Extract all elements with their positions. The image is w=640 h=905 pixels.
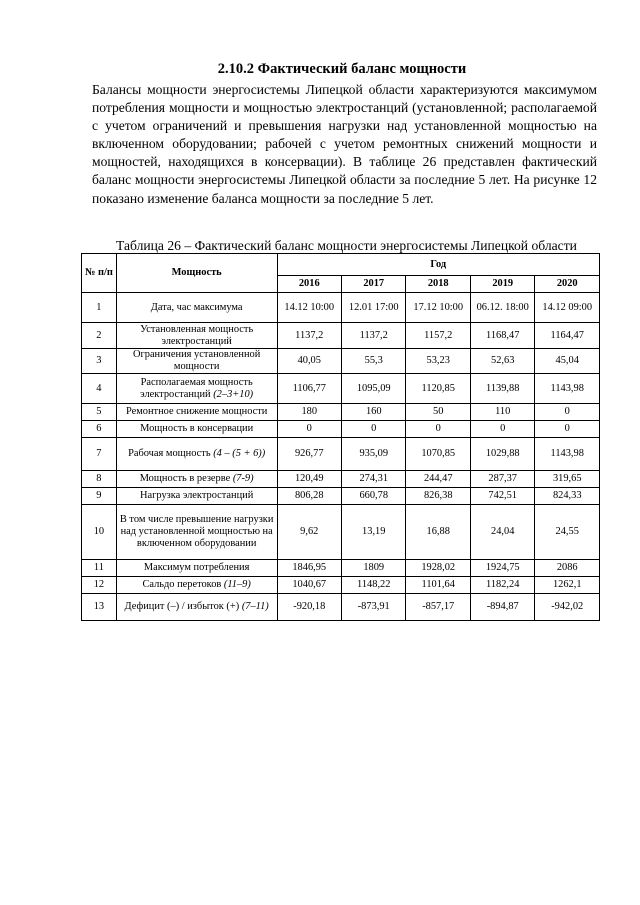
- value-cell: 180: [277, 404, 341, 421]
- value-cell: 742,51: [470, 488, 534, 505]
- row-label-cell: [116, 505, 277, 560]
- row-label-cell: [116, 293, 277, 323]
- row-label: Ремонтное снижение мощности: [125, 406, 268, 417]
- row-number: 9: [82, 488, 117, 505]
- value-cell: 244,47: [406, 471, 470, 488]
- header-year: Год: [277, 254, 599, 276]
- value-cell: 1143,98: [535, 374, 600, 404]
- value-cell: 50: [406, 404, 470, 421]
- value-cell: -873,91: [342, 594, 406, 621]
- row-number: 4: [82, 374, 117, 404]
- value-cell: 12.01 17:00: [342, 293, 406, 323]
- table-row: [82, 594, 600, 621]
- row-number: 13: [82, 594, 117, 621]
- value-cell: 160: [342, 404, 406, 421]
- value-cell: 1137,2: [277, 323, 341, 349]
- value-cell: 0: [535, 421, 600, 438]
- table-row: [82, 471, 600, 488]
- value-cell: -894,87: [470, 594, 534, 621]
- table-row: [82, 505, 600, 560]
- value-cell: 1148,22: [342, 577, 406, 594]
- value-cell: 0: [470, 421, 534, 438]
- table-row: [82, 404, 600, 421]
- row-number: 5: [82, 404, 117, 421]
- value-cell: 1924,75: [470, 560, 534, 577]
- value-cell: 53,23: [406, 349, 470, 374]
- row-number: 1: [82, 293, 117, 323]
- header-year-2020: 2020: [535, 276, 600, 293]
- row-number: 2: [82, 323, 117, 349]
- row-number: 11: [82, 560, 117, 577]
- value-cell: 1101,64: [406, 577, 470, 594]
- table-row: [82, 421, 600, 438]
- value-cell: 660,78: [342, 488, 406, 505]
- row-number: 10: [82, 505, 117, 560]
- value-cell: 1095,09: [342, 374, 406, 404]
- row-label-cell: [116, 471, 277, 488]
- value-cell: -857,17: [406, 594, 470, 621]
- value-cell: 24,04: [470, 505, 534, 560]
- row-label-cell: [116, 349, 277, 374]
- header-power: Мощность: [116, 254, 277, 293]
- value-cell: 110: [470, 404, 534, 421]
- row-label-cell: [116, 594, 277, 621]
- row-formula: (2–3+10): [213, 388, 254, 400]
- value-cell: 0: [535, 404, 600, 421]
- row-number: 6: [82, 421, 117, 438]
- row-number: 3: [82, 349, 117, 374]
- value-cell: 17.12 10:00: [406, 293, 470, 323]
- header-year-2018: 2018: [406, 276, 470, 293]
- row-formula: (7–11): [241, 601, 269, 612]
- value-cell: 1182,24: [470, 577, 534, 594]
- table-row: [82, 488, 600, 505]
- value-cell: 1143,98: [535, 438, 600, 471]
- row-number: 7: [82, 438, 117, 471]
- row-label-cell: [116, 421, 277, 438]
- value-cell: 40,05: [277, 349, 341, 374]
- row-label-cell: [116, 404, 277, 421]
- value-cell: 287,37: [470, 471, 534, 488]
- row-formula: (7-9): [232, 473, 254, 484]
- value-cell: 926,77: [277, 438, 341, 471]
- value-cell: -942,02: [535, 594, 600, 621]
- header-year-2019: 2019: [470, 276, 534, 293]
- value-cell: 1029,88: [470, 438, 534, 471]
- body-paragraph: Балансы мощности энергосистемы Липецкой области характеризуются максимумом потребления мощности и мощностью электростанций (установленной; располагаемой с учетом ограничений и превышения нагрузки над установленной мощностью на включенном оборудовании; рабочей с учетом ремонтных снижений мощности и мощностей, находящихся в консервации). В таблице 26 представлен фактический баланс мощности энергосистемы Липецкой области за последние 5 лет. На рисунке 12 показано изменение баланса мощности за последние 5 лет.: [92, 82, 597, 206]
- row-label-cell: [116, 488, 277, 505]
- row-label-cell: [116, 438, 277, 471]
- value-cell: 52,63: [470, 349, 534, 374]
- value-cell: 1164,47: [535, 323, 600, 349]
- row-formula: (11–9): [223, 579, 251, 590]
- row-label-cell: [116, 560, 277, 577]
- row-label: Дефицит (–) / избыток (+): [124, 601, 240, 612]
- value-cell: 0: [406, 421, 470, 438]
- row-number: 12: [82, 577, 117, 594]
- value-cell: 0: [342, 421, 406, 438]
- value-cell: 1157,2: [406, 323, 470, 349]
- value-cell: 1139,88: [470, 374, 534, 404]
- value-cell: 0: [277, 421, 341, 438]
- table-row: [82, 374, 600, 404]
- row-label: Мощность в резерве: [139, 473, 231, 484]
- table-row: [82, 438, 600, 471]
- row-label: Рабочая мощность: [128, 448, 211, 459]
- table-row: [82, 560, 600, 577]
- value-cell: 806,28: [277, 488, 341, 505]
- table-row: [82, 349, 600, 374]
- value-cell: 1070,85: [406, 438, 470, 471]
- value-cell: 45,04: [535, 349, 600, 374]
- value-cell: -920,18: [277, 594, 341, 621]
- row-label: Располагаемая мощность электростанций: [140, 376, 253, 400]
- value-cell: 1846,95: [277, 560, 341, 577]
- value-cell: 1809: [342, 560, 406, 577]
- row-label: Нагрузка электростанций: [140, 490, 254, 501]
- value-cell: 824,33: [535, 488, 600, 505]
- value-cell: 319,65: [535, 471, 600, 488]
- header-year-2016: 2016: [277, 276, 341, 293]
- table-row: [82, 293, 600, 323]
- row-label: Мощность в консервации: [140, 423, 254, 434]
- value-cell: 1120,85: [406, 374, 470, 404]
- row-label-cell: [116, 374, 277, 404]
- header-year-2017: 2017: [342, 276, 406, 293]
- table-row: [82, 323, 600, 349]
- value-cell: 1137,2: [342, 323, 406, 349]
- value-cell: 935,09: [342, 438, 406, 471]
- value-cell: 24,55: [535, 505, 600, 560]
- value-cell: 14.12 09:00: [535, 293, 600, 323]
- value-cell: 1106,77: [277, 374, 341, 404]
- value-cell: 55,3: [342, 349, 406, 374]
- value-cell: 1928,02: [406, 560, 470, 577]
- value-cell: 2086: [535, 560, 600, 577]
- table-caption: Таблица 26 – Фактический баланс мощности энергосистемы Липецкой области: [116, 238, 577, 253]
- row-label: Установленная мощность электростанций: [140, 323, 254, 347]
- value-cell: 120,49: [277, 471, 341, 488]
- row-label: В том числе превышение нагрузки над установленной мощностью на включенном оборудовании: [119, 514, 274, 549]
- row-label: Ограничения установленной мощности: [132, 349, 261, 372]
- row-label: Дата, час максимума: [150, 301, 243, 313]
- value-cell: 9,62: [277, 505, 341, 560]
- row-label: Сальдо перетоков: [142, 579, 222, 590]
- value-cell: 13,19: [342, 505, 406, 560]
- row-number: 8: [82, 471, 117, 488]
- value-cell: 06.12. 18:00: [470, 293, 534, 323]
- header-number: № п/п: [82, 254, 117, 293]
- row-label-cell: [116, 323, 277, 349]
- value-cell: 1262,1: [535, 577, 600, 594]
- value-cell: 274,31: [342, 471, 406, 488]
- row-formula: (4 – (5 + 6)): [213, 448, 266, 459]
- section-heading: 2.10.2 Фактический баланс мощности: [217, 61, 467, 77]
- value-cell: 1168,47: [470, 323, 534, 349]
- value-cell: 1040,67: [277, 577, 341, 594]
- table-row: [82, 577, 600, 594]
- row-label: Максимум потребления: [143, 562, 250, 573]
- power-balance-table: [81, 253, 600, 621]
- row-label-cell: [116, 577, 277, 594]
- value-cell: 16,88: [406, 505, 470, 560]
- value-cell: 826,38: [406, 488, 470, 505]
- value-cell: 14.12 10:00: [277, 293, 341, 323]
